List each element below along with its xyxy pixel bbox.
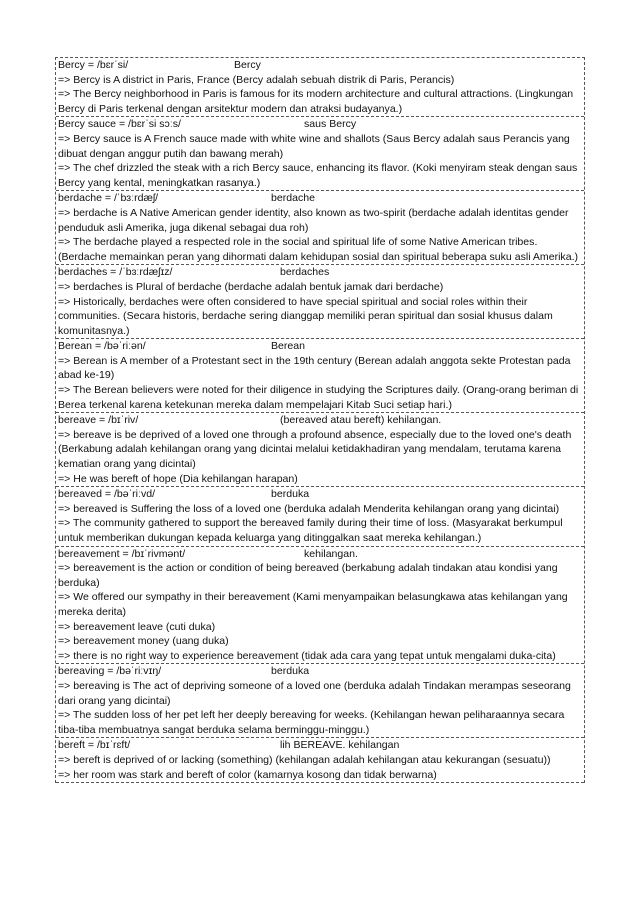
entry-header: [58, 487, 582, 502]
entry-meaning: saus Bercy: [304, 118, 357, 131]
entry-bereaved: [56, 487, 584, 546]
entry-line: => bereavement money (uang duka): [58, 635, 229, 648]
entry-berean: [56, 339, 584, 413]
entry-meaning: Bercy: [234, 59, 261, 71]
entry-line: => her room was stark and bereft of color (kamarnya kosong dan tidak berwarna): [58, 768, 437, 781]
entry-pronunciation: berdache = /ˈbɜːrdæʃ/: [58, 192, 159, 205]
entry-line: => bereft is deprived of or lacking (something) (kehilangan adalah kehilangan atau kekurangan (sesuatu)): [58, 753, 551, 766]
entry-header: [58, 738, 582, 753]
entry-meaning: Berean: [271, 340, 306, 353]
entry-berdache: [56, 191, 584, 265]
entry-line: => Berean is A member of a Protestant sect in the 19th century (Berean adalah anggota sekte Protestan pada abad ke-19): [58, 354, 571, 382]
entry-line: => Bercy sauce is A French sauce made with white wine and shallots (Saus Bercy adalah saus Perancis yang dibuat dengan anggur putih dan bawang merah): [58, 132, 570, 160]
entry-line: => The sudden loss of her pet left her deeply bereaving for weeks. (Kehilangan hewan peliharaannya secara tiba-tiba membuatnya sangat berduka selama berminggu-minggu.): [58, 709, 565, 736]
entry-pronunciation: Bercy = /bɛrˈsi/: [58, 59, 129, 71]
entry-header: [58, 117, 582, 132]
entry-meaning: berduka: [271, 488, 310, 501]
entry-line: => The Berean believers were noted for their diligence in studying the Scriptures daily. (Orang-orang beriman di Berea terkenal karena ketekunan mereka dalam mempelajari Kitab Suci setiap hari.): [58, 384, 579, 411]
entry-line: => bereavement is the action or condition of being bereaved (berkabung adalah tindakan atau kondisi yang berduka): [58, 562, 558, 589]
entry-line: => He was bereft of hope (Dia kehilangan harapan): [58, 472, 298, 485]
entry-bereaving: [56, 664, 584, 738]
entry-header: [58, 664, 582, 679]
entry-berdaches: [56, 265, 584, 339]
entry-header: [58, 58, 582, 73]
entry-pronunciation: bereaving = /bəˈriːvɪŋ/: [58, 665, 162, 678]
entry-line: => Historically, berdaches were often considered to have special spiritual and social roles within their communities. (Secara historis, berdache sering dianggap memiliki peran spiritual dan sosial khusus dalam komunitasnya.): [58, 295, 553, 337]
entry-bercy-sauce: [56, 117, 584, 191]
entry-line: => berdache is A Native American gender identity, also known as two-spirit (berdache adalah identitas gender penduduk asli Amerika, juga dikenal sebagai dua roh): [58, 206, 569, 234]
entry-bereave: [56, 413, 584, 487]
entry-header: [58, 547, 582, 562]
entry-line: => there is no right way to experience bereavement (tidak ada cara yang tepat untuk mengalami duka-cita): [58, 649, 556, 662]
entry-meaning: berdache: [271, 192, 315, 205]
entry-line: => bereaving is The act of depriving someone of a loved one (berduka adalah Tindakan merampas seseorang dari orang yang dicintai): [58, 679, 571, 707]
entry-line: => Bercy is A district in Paris, France (Bercy adalah sebuah distrik di Paris, Perancis): [58, 73, 455, 86]
entry-pronunciation: berdaches = /ˈbɜːrdæʃɪz/: [58, 266, 173, 279]
entry-header: [58, 191, 582, 206]
vocabulary-sheet: [55, 57, 585, 783]
entry-pronunciation: bereave = /bɪˈriv/: [58, 414, 139, 427]
entry-bereft: [56, 738, 584, 783]
entry-line: => bereavement leave (cuti duka): [58, 620, 216, 633]
entry-pronunciation: bereft = /bɪˈrɛft/: [58, 739, 131, 752]
entry-bereavement: [56, 547, 584, 665]
entry-line: => The berdache played a respected role in the social and spiritual life of some Native American tribes. (Berdache memainkan peran yang dihormati dalam kehidupan sosial dan spiritual beberapa suku asli Amerika.): [58, 236, 579, 263]
entry-line: => bereave is be deprived of a loved one through a profound absence, especially due to the loved one's death (Berkabung adalah kehilangan orang yang dicintai melalui ketidakhadiran yang mendalam, terutama karena kematian orang yang dicintai): [58, 428, 572, 471]
entry-meaning: (bereaved atau bereft) kehilangan.: [280, 414, 442, 427]
entry-line: => bereaved is Suffering the loss of a loved one (berduka adalah Menderita kehilangan orang yang dicintai): [58, 502, 560, 515]
entry-meaning: berduka: [271, 665, 310, 678]
entry-pronunciation: bereaved = /bəˈriːvd/: [58, 488, 156, 501]
entry-meaning: kehilangan.: [304, 547, 358, 560]
entry-header: [58, 265, 582, 280]
entry-header: [58, 413, 582, 428]
entry-line: => The community gathered to support the bereaved family during their time of loss. (Masyarakat berkumpul untuk memberikan dukungan kepada keluarga yang ditinggalkan saat mereka kehilangan.): [58, 517, 563, 544]
entry-bercy: [56, 58, 584, 117]
entry-line: => The chef drizzled the steak with a rich Bercy sauce, enhancing its flavor. (Koki menyiram steak dengan saus Bercy yang kental, meningkatkan rasanya.): [58, 162, 578, 189]
entry-line: => We offered our sympathy in their bereavement (Kami menyampaikan belasungkawa atas kehilangan yang mereka derita): [58, 591, 568, 618]
entry-pronunciation: Bercy sauce = /bɛrˈsi sɔːs/: [58, 118, 181, 131]
entry-header: [58, 339, 582, 354]
entry-pronunciation: Berean = /bəˈriːən/: [58, 340, 146, 353]
entry-line: => berdaches is Plural of berdache (berdache adalah bentuk jamak dari berdache): [58, 280, 444, 293]
entry-meaning: lih BEREAVE. kehilangan: [280, 739, 400, 752]
entry-line: => The Bercy neighborhood in Paris is famous for its modern architecture and cultural attractions. (Lingkungan Bercy di Paris terkenal dengan arsitektur modern dan atraksi budayanya.): [58, 88, 574, 115]
entry-meaning: berdaches: [280, 266, 330, 279]
entry-pronunciation: bereavement = /bɪˈrivmənt/: [58, 547, 186, 560]
